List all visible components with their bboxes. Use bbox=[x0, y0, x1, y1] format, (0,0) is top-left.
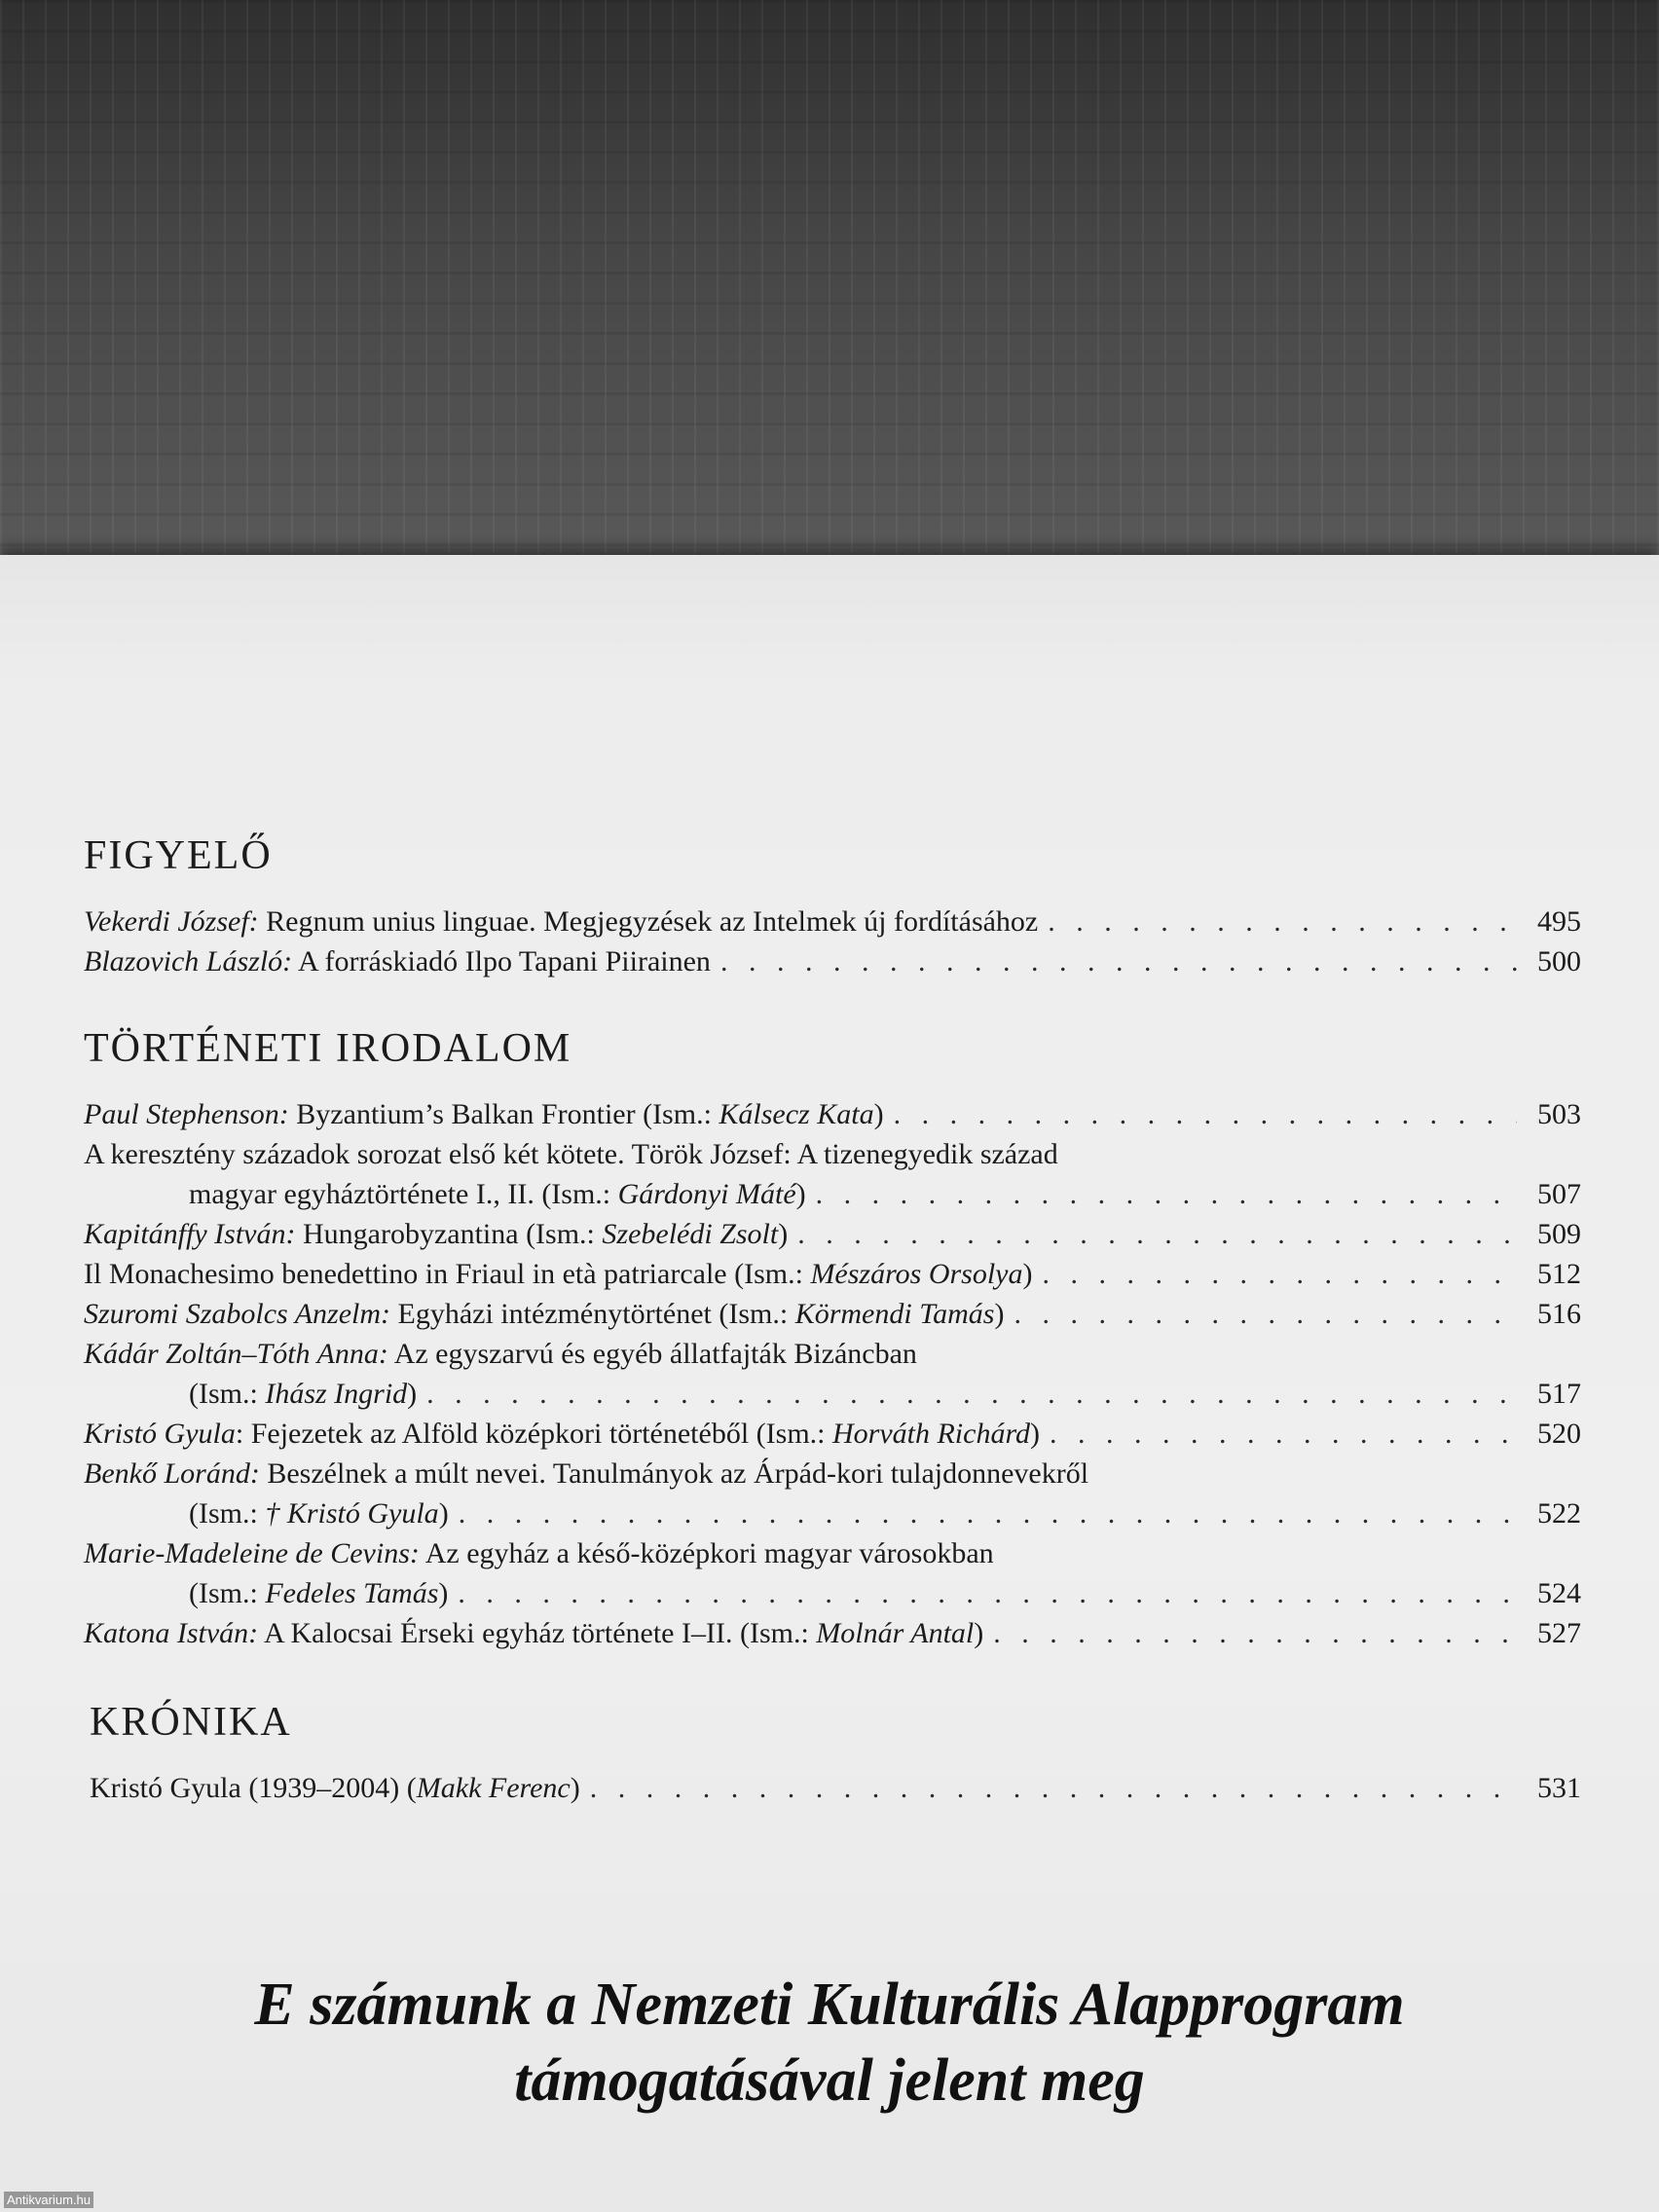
entry-reviewer: Körmendi Tamás bbox=[794, 1298, 995, 1330]
page-number: 516 bbox=[1537, 1298, 1581, 1330]
page-number: 495 bbox=[1537, 905, 1581, 938]
dot-leader bbox=[426, 1374, 1517, 1414]
entry-reviewer: † Kristó Gyula bbox=[265, 1497, 439, 1530]
entry-title: Il Monachesimo benedettino in Friaul in età patriarcale (Ism.: bbox=[84, 1258, 811, 1290]
section-title-kronika: KRÓNIKA bbox=[90, 1700, 292, 1745]
entry-title-line1: Az egyház a késő-középkori magyar városokban bbox=[419, 1537, 994, 1569]
section-title-torteneti-irodalom: TÖRTÉNETI IRODALOM bbox=[84, 1026, 572, 1071]
entry-author: Katona István: bbox=[84, 1617, 259, 1649]
dot-leader bbox=[590, 1768, 1517, 1808]
entry-title-line2: (Ism.: bbox=[189, 1577, 266, 1609]
page-number: 527 bbox=[1537, 1617, 1581, 1649]
entry-title: A Kalocsai Érseki egyház története I–II. (Ism.: bbox=[258, 1617, 817, 1649]
entry-close: ) bbox=[438, 1497, 449, 1530]
entry-close: ) bbox=[1022, 1258, 1033, 1290]
document-page bbox=[0, 555, 1659, 2212]
entry-author: Marie-Madeleine de Cevins: bbox=[84, 1537, 420, 1569]
entry-title-line1: Beszélnek a múlt nevei. Tanulmányok az Árpád-kori tulajdonnevekről bbox=[259, 1457, 1089, 1490]
page-number: 524 bbox=[1537, 1577, 1581, 1609]
toc-entry bbox=[84, 1454, 1581, 1533]
background-surface bbox=[0, 0, 1659, 574]
toc-entry bbox=[84, 941, 1581, 981]
dot-leader bbox=[894, 1094, 1517, 1134]
toc-entry bbox=[84, 1094, 1581, 1134]
dot-leader bbox=[816, 1174, 1517, 1214]
entry-author: Kristó Gyula bbox=[84, 1418, 236, 1450]
entry-title: Egyházi intézménytörténet (Ism.: bbox=[390, 1298, 795, 1330]
entry-reviewer: Kálsecz Kata bbox=[719, 1098, 874, 1130]
dot-leader bbox=[797, 1214, 1517, 1254]
toc-entry bbox=[84, 1768, 1581, 1808]
entry-reviewer: Fedeles Tamás bbox=[265, 1577, 439, 1609]
entry-title-line2: (Ism.: bbox=[189, 1497, 266, 1530]
toc-entry bbox=[84, 1613, 1581, 1653]
entry-title: Regnum unius linguae. Megjegyzések az Intelmek új fordításához bbox=[258, 905, 1039, 938]
dot-leader bbox=[459, 1493, 1517, 1533]
entry-title-line2: magyar egyháztörténete I., II. (Ism.: bbox=[189, 1178, 618, 1210]
toc-entry bbox=[84, 1214, 1581, 1254]
entry-author: Vekerdi József: bbox=[84, 905, 259, 938]
dot-leader bbox=[1014, 1294, 1517, 1334]
page-number: 531 bbox=[1537, 1772, 1581, 1804]
entry-close: ) bbox=[994, 1298, 1005, 1330]
entry-close: ) bbox=[795, 1178, 806, 1210]
entry-author: Paul Stephenson: bbox=[84, 1098, 289, 1130]
entry-close: ) bbox=[407, 1378, 418, 1410]
entry-author: Kádár Zoltán–Tóth Anna: bbox=[84, 1338, 388, 1370]
entry-title-line1: Az egyszarvú és egyéb állatfajták Bizáncban bbox=[387, 1338, 917, 1370]
section-title-figyelo: FIGYELŐ bbox=[84, 833, 273, 878]
entry-reviewer: Szebelédi Zsolt bbox=[602, 1218, 779, 1250]
dot-leader bbox=[458, 1573, 1517, 1613]
entry-reviewer: Ihász Ingrid bbox=[265, 1378, 408, 1410]
page-number: 507 bbox=[1537, 1178, 1581, 1210]
entry-close: ) bbox=[570, 1772, 580, 1804]
entry-title: Kristó Gyula (1939–2004) ( bbox=[90, 1772, 417, 1804]
entry-title: : Fejezetek az Alföld középkori történetéből (Ism.: bbox=[235, 1418, 832, 1450]
entry-close: ) bbox=[974, 1617, 984, 1649]
toc-entry bbox=[84, 1294, 1581, 1334]
watermark: Antikvarium.hu bbox=[4, 2192, 93, 2208]
toc-entry bbox=[84, 1334, 1581, 1414]
entry-close: ) bbox=[438, 1577, 449, 1609]
entry-author: Benkő Loránd: bbox=[84, 1457, 260, 1490]
toc-entry bbox=[84, 1533, 1581, 1613]
page-number: 517 bbox=[1537, 1378, 1581, 1410]
entry-reviewer: Makk Ferenc bbox=[416, 1772, 571, 1804]
toc-entry bbox=[84, 1134, 1581, 1214]
toc-entry bbox=[84, 1414, 1581, 1454]
page-number: 520 bbox=[1537, 1418, 1581, 1450]
entry-close: ) bbox=[1030, 1418, 1041, 1450]
entry-close: ) bbox=[778, 1218, 789, 1250]
dot-leader bbox=[993, 1613, 1517, 1653]
entry-author: Blazovich László: bbox=[84, 945, 293, 977]
entry-title: Byzantium’s Balkan Frontier (Ism.: bbox=[288, 1098, 719, 1130]
toc-entry bbox=[84, 902, 1581, 941]
dot-leader bbox=[1050, 1414, 1517, 1454]
funding-notice bbox=[0, 1967, 1659, 2119]
entry-title: Hungarobyzantina (Ism.: bbox=[295, 1218, 603, 1250]
funding-notice-line1: E számunk a Nemzeti Kulturális Alapprogram bbox=[254, 1972, 1405, 2038]
entry-title-line1: A keresztény századok sorozat első két kötete. Török József: A tizenegyedik század bbox=[84, 1138, 1058, 1170]
page-number: 522 bbox=[1537, 1497, 1581, 1530]
entry-reviewer: Molnár Antal bbox=[816, 1617, 975, 1649]
table-of-contents bbox=[84, 835, 1581, 1808]
entry-author: Kapitánffy István: bbox=[84, 1218, 296, 1250]
entry-reviewer: Horváth Richárd bbox=[831, 1418, 1031, 1450]
entry-reviewer: Mészáros Orsolya bbox=[810, 1258, 1023, 1290]
entry-reviewer: Gárdonyi Máté bbox=[617, 1178, 796, 1210]
funding-notice-line2: támogatásával jelent meg bbox=[514, 2047, 1145, 2114]
entry-title-line2: (Ism.: bbox=[189, 1378, 266, 1410]
dot-leader bbox=[1043, 1254, 1518, 1294]
entry-title: A forráskiadó Ilpo Tapani Piirainen bbox=[292, 945, 711, 977]
page-number: 512 bbox=[1537, 1258, 1581, 1290]
page-number: 503 bbox=[1537, 1098, 1581, 1130]
dot-leader bbox=[1048, 902, 1517, 941]
toc-entry bbox=[84, 1254, 1581, 1294]
page-number: 500 bbox=[1537, 945, 1581, 977]
page-number: 509 bbox=[1537, 1218, 1581, 1250]
dot-leader bbox=[720, 941, 1517, 981]
entry-author: Szuromi Szabolcs Anzelm: bbox=[84, 1298, 390, 1330]
entry-close: ) bbox=[873, 1098, 884, 1130]
